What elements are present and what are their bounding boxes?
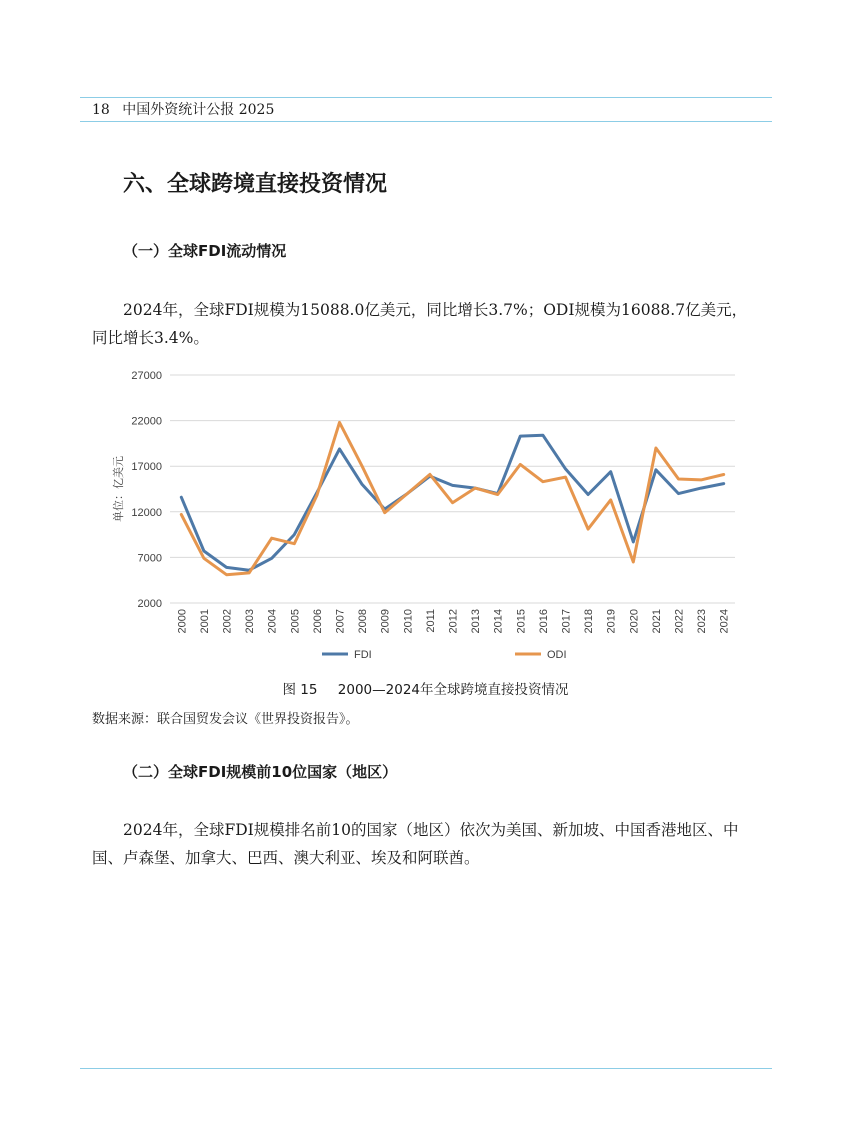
x-tick-label: 2005 [289,609,302,634]
figure-number: 图 15 [282,682,318,698]
data-source-note: 数据来源：联合国贸发会议《世界投资报告》。 [92,712,359,727]
publication-title: 中国外资统计公报 2025 [122,102,275,118]
x-tick-label: 2015 [515,609,528,634]
x-tick-label: 2023 [696,609,709,634]
x-tick-label: 2000 [176,609,189,634]
x-tick-label: 2016 [537,609,550,634]
x-tick-label: 2020 [628,609,641,634]
footer-rule [80,1068,772,1069]
x-tick-label: 2019 [605,609,618,634]
page-number: 18 [92,102,110,118]
x-tick-label: 2010 [402,609,415,634]
x-tick-label: 2013 [470,609,483,634]
y-tick-label: 27000 [131,370,162,382]
x-tick-label: 2007 [334,609,347,634]
header-bottom-rule [80,121,772,122]
x-tick-label: 2001 [198,609,211,634]
subsection-2-paragraph: 2024年，全球FDI规模排名前10的国家（地区）依次为美国、新加坡、中国香港地区、中国、卢森堡、加拿大、巴西、澳大利亚、埃及和阿联酋。 [92,821,739,867]
x-tick-label: 2004 [266,609,279,634]
figure-caption [0,678,851,698]
x-tick-label: 2009 [379,609,392,634]
y-tick-label: 2000 [137,598,162,610]
fdi-odi-line-chart [100,364,750,670]
subsection-1-title: （一）全球FDI流动情况 [123,242,287,260]
x-tick-label: 2022 [673,609,686,634]
x-tick-label: 2008 [357,609,370,634]
running-header [92,99,282,119]
x-tick-label: 2011 [424,609,437,633]
x-tick-label: 2024 [718,609,731,634]
legend-label-fdi: FDI [354,649,372,661]
y-tick-label: 17000 [131,461,162,474]
x-tick-label: 2006 [311,609,324,634]
x-tick-label: 2003 [244,609,257,634]
x-tick-label: 2017 [560,609,573,634]
series-line-odi [181,422,723,574]
header-top-rule [80,97,772,98]
x-tick-label: 2021 [650,609,663,634]
x-tick-label: 2002 [221,609,234,634]
legend-label-odi: ODI [547,649,567,661]
x-tick-label: 2012 [447,609,460,634]
y-tick-label: 7000 [137,552,162,565]
subsection-1-paragraph: 2024年，全球FDI规模为15088.0亿美元，同比增长3.7%；ODI规模为16088.7亿美元，同比增长3.4%。 [92,301,748,347]
figure-title: 2000—2024年全球跨境直接投资情况 [337,682,569,698]
y-tick-label: 12000 [131,506,162,519]
x-tick-label: 2014 [492,609,505,634]
x-tick-label: 2018 [583,609,596,634]
section-title: 六、全球跨境直接投资情况 [123,172,388,197]
y-axis-label: 单位：亿美元 [112,456,125,522]
subsection-2-title: （二）全球FDI规模前10位国家（地区） [123,763,398,781]
y-tick-label: 22000 [131,415,162,428]
